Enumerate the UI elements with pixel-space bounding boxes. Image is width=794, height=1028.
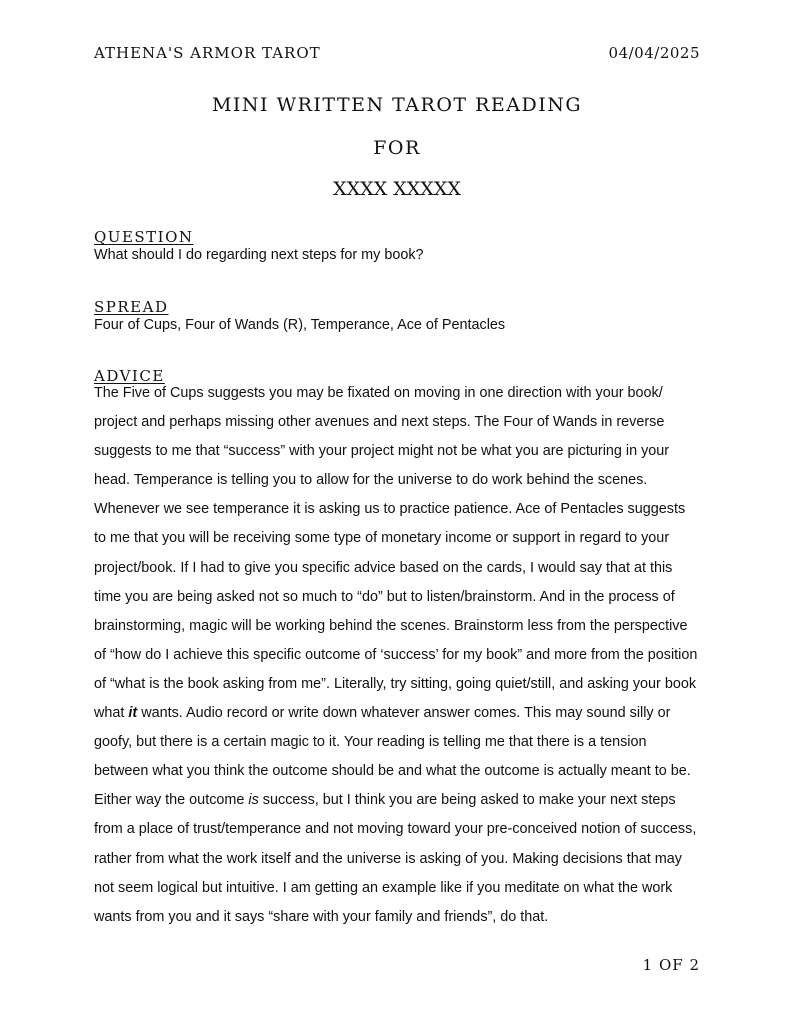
question-heading: QUESTION — [94, 228, 194, 246]
advice-text-part2: wants. Audio record or write down whatever answer comes. This may sound silly or goofy, but there is a certain magic to it. Your reading is telling me that there is a tension between what you think the outcome should be and what the outcome is actually meant to be. Either way the outcome — [94, 705, 691, 809]
title-for: FOR — [373, 137, 421, 159]
spread-text: Four of Cups, Four of Wands (R), Temperance, Ace of Pentacles — [94, 317, 506, 333]
header-brand: ATHENA'S ARMOR TAROT — [94, 44, 321, 62]
question-text: What should I do regarding next steps for my book? — [94, 247, 424, 263]
advice-text — [94, 379, 700, 932]
advice-text-part1: The Five of Cups suggests you may be fixated on moving in one direction with your book/ project and perhaps missing other avenues and next steps. The Four of Wands in reverse suggests to me that “success” with your project might not be what you are picturing in your head. Temperance is telling you to allow for the universe to do work behind the scenes. Whenever we see temperance it is asking us to practice patience. Ace of Pentacles suggests to me that you will be receiving some type of monetary income or support in regard to your project/book. If I had to give you specific advice based on the cards, I would say that at this time you are being asked not so much to “do” but to listen/brainstorm. And in the process of brainstorming, magic will be working behind the scenes. Brainstorm less from the perspective of “how do I achieve this specific outcome of ‘success’ for my book” and more from the position of “what is the book asking from me”. Literally, try sitting, going quiet/still, and asking your book what — [94, 385, 698, 722]
spread-heading: SPREAD — [94, 298, 169, 316]
advice-text-part3: success, but I think you are being asked to make your next steps from a place of trust/temperance and not moving toward your pre-conceived notion of success, rather from what the work itself and the universe is asking of you. Making decisions that may not seem logical but intuitive. I am getting an example like if you meditate on what the work wants from you and it says “share with your family and friends”, do that. — [94, 792, 697, 925]
question-section — [94, 229, 700, 264]
advice-emphasis-it: it — [128, 705, 138, 722]
page-title: MINI WRITTEN TAROT READING — [211, 94, 583, 116]
client-name-redacted: XXXX XXXXX — [333, 178, 461, 200]
spread-section — [94, 299, 700, 334]
header-date: 04/04/2025 — [608, 44, 700, 62]
advice-emphasis-is: is — [248, 792, 259, 809]
page-number: 1 OF 2 — [642, 956, 700, 974]
advice-section — [94, 368, 700, 932]
advice-heading: ADVICE — [94, 367, 165, 385]
